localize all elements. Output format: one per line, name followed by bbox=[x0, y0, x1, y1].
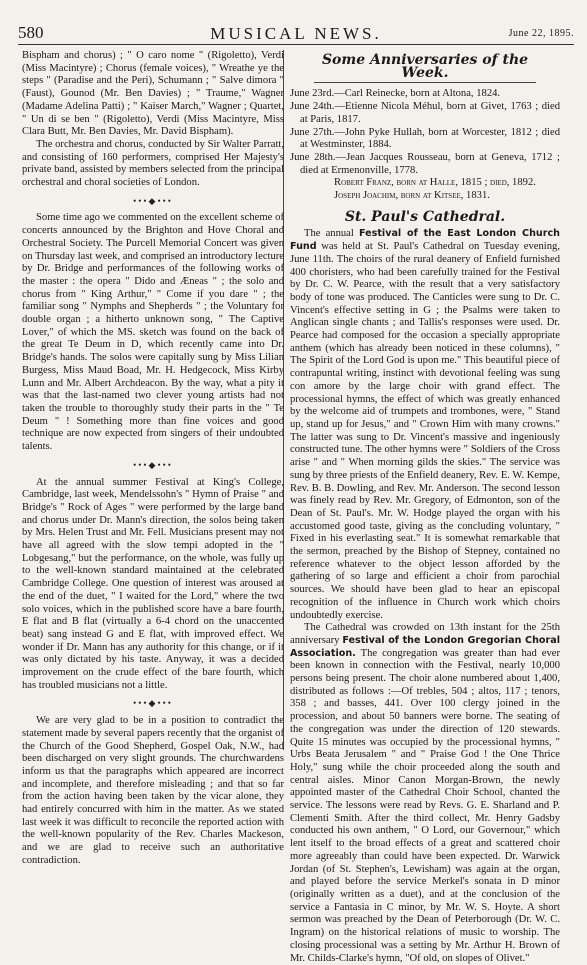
anniversary-entry: Joseph Joachim, born at Kitsee, 1831. bbox=[334, 190, 490, 202]
anniversary-entry: June 24th.—Etienne Nicola Méhul, born at Givet, 1763 ; died at Paris, 1817. bbox=[290, 101, 560, 125]
page-header bbox=[18, 22, 574, 45]
paragraph-body: was held at St. Paul's Cathedral on Tuesday evening, June 11th. The choirs of the rural deanery of Enfield furnished 400 choristers, who had been carefully trained for the Festival by Dr. C. W. Pearce, with the result that a very satisfactory body of tone was produced. The Canticles were sung to Dr. C. Vincent's effective setting in G ; the Psalms were taken to Anglican single chants ; and Tallis's responses were used. Dr. Pearce had composed for the occasion a specially appropriate anthem (which has already been noticed in these columns), " The Spirit of the Lord God is upon me." This beautiful piece of contrapuntal writing, instinct with devotional feeling was sung con amore by the large choir with grand effect. The processional hymns, the effect of which was greatly enhanced by the welcome aid of trumpets and trombones, were, " Stand up, stand up for Jesus," and " Crown Him with many crowns." The latter was sung to Dr. Vincent's massive and ingeniously constructed tune. The other hymns were " Soldiers of the Cross arise " and " When morning gilds the skies." The service was sung by three priests of the Enfield deanery, Rev. E. W. Kempe, Rev. B. B. Dowling, and Rev. Mr. Anderson. The second lesson was finely read by Rev. Mr. Gregory, of Edmonton, son of the Dean of St. Paul's. Mr. W. Hodge played the organ with his accustomed good taste, giving as the concluding voluntary, " Fixed in his everlasting seat." It is somewhat remarkable that the sermon, preached by the Bishop of Stepney, contained no reference whatever to the object lesson afforded by the gathering of so large and efficient a choir from parochial sources. We should have been glad to hear an episcopal recognition of the influence in Church work which choirs undoubtedly exercise. bbox=[290, 241, 560, 621]
anniversary-entry: Robert Franz, born at Halle, 1815 ; died, 1892. bbox=[334, 177, 536, 189]
anniversary-entry: June 28th.—Jean Jacques Rousseau, born at Geneva, 1712 ; died at Ermenonville, 1778. bbox=[290, 151, 560, 176]
paragraph-lead: The annual bbox=[304, 228, 354, 240]
orchestra-paragraph: The orchestra and chorus, conducted by Sir Walter Parratt, and consisting of 160 performers, comprised Her Majesty's private band, assisted by members selected from the principal orchestral and choral societies of London. bbox=[22, 138, 284, 189]
left-column bbox=[22, 50, 284, 868]
east-london-festival-paragraph bbox=[290, 228, 560, 622]
anniversary-entry: June 27th.—John Pyke Hullah, born at Worcester, 1812 ; died at Westminster, 1884. bbox=[290, 126, 560, 151]
st-pauls-heading: St. Paul's Cathedral. bbox=[344, 208, 506, 225]
festival-name: Festival of the London Gregorian Choral Association. bbox=[290, 634, 560, 659]
section-ornament: •••◆••• bbox=[133, 698, 173, 709]
paragraph-lead: The Cathedral was crowded on 13th instant for the 25th anniversary bbox=[290, 622, 560, 646]
issue-date: June 22, 1895. bbox=[508, 28, 574, 39]
page-number: 580 bbox=[18, 23, 44, 42]
concert-programme-paragraph: Bispham and chorus) ; " O caro nome " (Rigoletto), Verdi (Miss Macintyre) ; Chorus (female voices), " Wreathe ye the steps " (Paradise and the Peri), Schumann ; " Salve dimora " (Faust), Gounod (Mr. Ben Davies) ; " Traume," Wagner (Madame Adelina Patti) ; " Kaiser March," Wagner ; Quartet, " Un di se ben " (Rigoletto), Verdi (Miss Macintyre, Miss Clara Butt, Mr. Ben Davies, Mr. David Bispham). bbox=[22, 50, 284, 138]
right-column bbox=[290, 50, 560, 965]
anniversary-entry: June 23rd.—Carl Reinecke, born at Altona, 1824. bbox=[290, 88, 501, 100]
paragraph-body: The congregation was greater than had ever been known in connection with the Festival, nearly 10,000 persons being present. The choir alone numbered about 1,400, distributed as follows :—Of trebles, 504 ; altos, 117 ; tenors, 358 ; and basses, 441. Over 100 clergy joined in the procession, and about 50 banners were borne. The seating of the congregation was under the direction of 120 stewards. Quite 15 minutes was occupied by the processional hymns, " Urbs Beata Jerusalem " and " Praise God ! the One Thrice Holy," sung while the choir proceeded along the south and central aisles. Minor Canon Morgan-Brown, the newly appointed master of the Cathedral Choir School, chanted the service. The lessons were read by Revs. G. E. Sharland and P. Clementi Smith. After the third collect, Mr. Henry Gadsby conducted his own anthem, " O Lord, our Governour," which lent itself to the broad effects of a great and scattered choir more agreeably than could have been expected. Dr. Warwick Jordan (of St. Stephen's, Lewisham) was again at the organ, and played before the service Merkel's sonata in D minor (originally written as a duet), and at the conclusion of the service a Fantasia in C minor, by Mr. W. S. Hoyte. A short sermon was preached by the Dean of Peterborough (Dr. W. C. Ingram) on the historical relations of music to worship. The closing processional was a setting by Mr. Arthur H. Brown of Mr. Childs-Clarke's hymn, "Of old, on slopes of Olivet." bbox=[290, 647, 560, 964]
section-ornament: •••◆••• bbox=[133, 195, 173, 206]
masthead-title: MUSICAL NEWS. bbox=[210, 24, 382, 43]
brighton-concert-paragraph: Some time ago we commented on the excellent scheme of concerts announced by the Brighton and Hove Choral and Orchestral Society. The Purcell Memorial Concert was given on Thursday last week, and comprised an introductory lecture by Dr. Bridge and performances of the following works of the master : the opera " Dido and Æneas " ; the solo and chorus from " King Arthur," " Come if you dare " ; the familiar song " Nymphs and Shepherds " ; the Voluntary for double organ ; a hitherto unknown song, " The Captive Lover," of which the MS. sketch was found on the back of the great Te Deum in D, which recently came into Dr. Bridge's hands. The solos were capitally sung by Miss Lilian Burgess, Miss Maud Boad, Mr. H. Hedgecock, Miss Kirby Lunn and Mr. Albert Archdeacon. By the way, what a pity it was that the last-named two clever young artists had not taken the trouble to thoroughly study their parts in the " Te Deum " ! Something more than fine voices and good technique are now expected from singers of their undoubted talents. bbox=[22, 212, 284, 453]
anniversaries-heading: Some Anniversaries of the Week. bbox=[314, 54, 536, 83]
section-ornament: •••◆••• bbox=[133, 459, 173, 470]
kings-college-paragraph: At the annual summer Festival at King's College, Cambridge, last week, Mendelssohn's " Hymn of Praise " and Bridge's " Rock of Ages " were performed by the large band and chorus under Dr. Mann's direction, the solos being taken by Mrs. Helen Trust and Mr. Fell. Musicians present may not have all agreed with the slow tempi adopted in the " Lobgesang," but the performance, on the whole, was fully up to the well-known standard maintained at the celebrated Cambridge College. One question of interest was aroused at the end of the duet, " I waited for the Lord," where the two solo voices, which in the published score have a bare fourth, E flat and B flat (virtually a 6-4 chord on the unaccented beat) sang instead G and E flat, with improved effect. We wonder if Dr. Mann has any authority for this change, or if it was only dictated by his taste. Anyway, it was a decided improvement on the crude effect of the bare fourth, which has troubled musicians not a little. bbox=[22, 476, 284, 691]
anniversaries-list bbox=[290, 88, 560, 202]
festival-name: Festival of the East London Church Fund bbox=[290, 228, 560, 253]
gregorian-festival-paragraph bbox=[290, 622, 560, 965]
good-shepherd-paragraph: We are very glad to be in a position to contradict the statement made by several papers recently that the organist of the Church of the Good Shepherd, Gospel Oak, N.W., had been discharged on very slight grounds. The churchwardens inform us that the paragraphs which appeared are incorrect and incomplete, and therefore misleading ; and that so far from the action having been taken by the vicar alone, they had entirely concurred with him in the matter. As we stated last week it was difficult to reconcile the reported action with the well-known popularity of the Rev. Charles Mackeson, and we are glad to receive such an authoritative contradiction. bbox=[22, 715, 284, 866]
